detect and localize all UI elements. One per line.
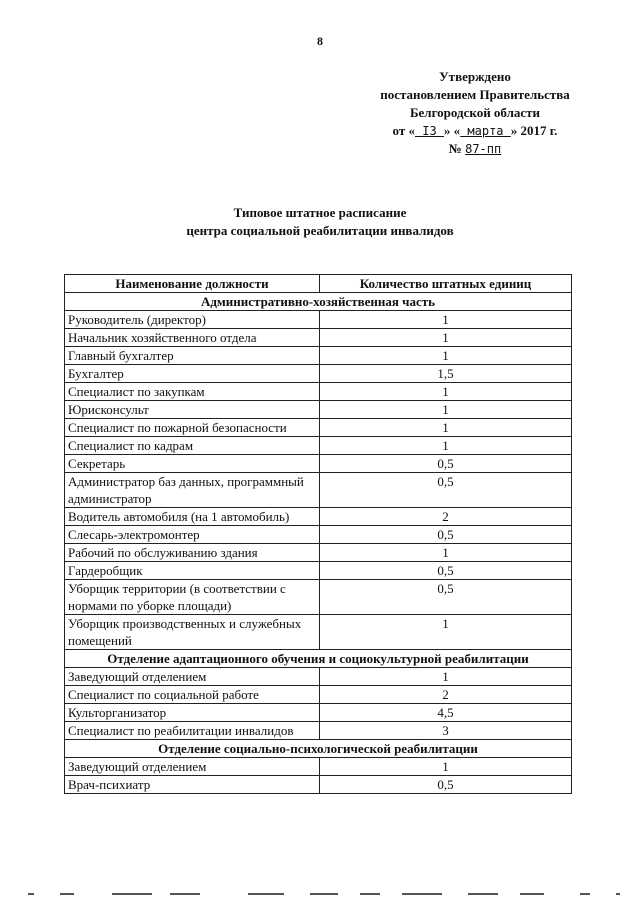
- approval-number: [330, 140, 620, 158]
- table-row: [65, 329, 572, 347]
- table-row: [65, 419, 572, 437]
- date-prefix: от «: [392, 123, 416, 138]
- staff-quantity: 0,5: [320, 455, 572, 473]
- table-row: [65, 704, 572, 722]
- position-name: Заведующий отделением: [65, 758, 320, 776]
- position-name: Уборщик производственных и служебных помещений: [65, 615, 320, 650]
- staff-quantity: 4,5: [320, 704, 572, 722]
- staff-quantity: 0,5: [320, 526, 572, 544]
- scan-artifacts: [20, 893, 620, 897]
- section-row: [65, 293, 572, 311]
- section-title: Административно-хозяйственная часть: [65, 293, 572, 311]
- page-number: 8: [317, 34, 323, 48]
- table-row: [65, 544, 572, 562]
- table-row: [65, 311, 572, 329]
- header-quantity: Количество штатных единиц: [320, 275, 572, 293]
- number-prefix: №: [448, 141, 466, 156]
- position-name: Врач-психиатр: [65, 776, 320, 794]
- section-title: Отделение социально-психологической реабилитации: [65, 740, 572, 758]
- table-row: [65, 526, 572, 544]
- staff-quantity: 1,5: [320, 365, 572, 383]
- table-row: [65, 437, 572, 455]
- staff-quantity: 1: [320, 419, 572, 437]
- position-name: Культорганизатор: [65, 704, 320, 722]
- staff-quantity: 0,5: [320, 776, 572, 794]
- staff-quantity: 0,5: [320, 473, 572, 508]
- position-name: Начальник хозяйственного отдела: [65, 329, 320, 347]
- staff-quantity: 1: [320, 401, 572, 419]
- position-name: Администратор баз данных, программный администратор: [65, 473, 320, 508]
- position-name: Специалист по кадрам: [65, 437, 320, 455]
- staff-quantity: 3: [320, 722, 572, 740]
- staff-quantity: 1: [320, 668, 572, 686]
- section-title: Отделение адаптационного обучения и социокультурной реабилитации: [65, 650, 572, 668]
- table-body: [65, 293, 572, 794]
- position-name: Бухгалтер: [65, 365, 320, 383]
- position-name: Руководитель (директор): [65, 311, 320, 329]
- date-day: I3: [415, 124, 444, 138]
- date-mid-2: » 2017 г.: [510, 123, 558, 138]
- position-name: Гардеробщик: [65, 562, 320, 580]
- approval-line-1: Утверждено: [439, 69, 511, 84]
- staff-schedule-table: [64, 274, 572, 794]
- table-row: [65, 615, 572, 650]
- header-position: Наименование должности: [65, 275, 320, 293]
- staff-quantity: 1: [320, 437, 572, 455]
- approval-date: [330, 122, 620, 140]
- staff-quantity: 1: [320, 544, 572, 562]
- position-name: Секретарь: [65, 455, 320, 473]
- table-row: [65, 722, 572, 740]
- position-name: Специалист по реабилитации инвалидов: [65, 722, 320, 740]
- approval-line-2: постановлением Правительства: [380, 87, 570, 102]
- table-row: [65, 668, 572, 686]
- staff-quantity: 1: [320, 311, 572, 329]
- staff-quantity: 0,5: [320, 562, 572, 580]
- approval-line-3: Белгородской области: [409, 105, 541, 120]
- staff-quantity: 1: [320, 383, 572, 401]
- date-month: марта: [460, 124, 511, 138]
- table-row: [65, 758, 572, 776]
- table-row: [65, 401, 572, 419]
- table-row: [65, 455, 572, 473]
- position-name: Уборщик территории (в соответствии с нормами по уборке площади): [65, 580, 320, 615]
- table-row: [65, 776, 572, 794]
- table-row: [65, 347, 572, 365]
- position-name: Водитель автомобиля (на 1 автомобиль): [65, 508, 320, 526]
- staff-quantity: 1: [320, 347, 572, 365]
- number-value: 87-пп: [465, 142, 502, 156]
- table-row: [65, 580, 572, 615]
- table-row: [65, 383, 572, 401]
- table-row: [65, 508, 572, 526]
- date-mid-1: » «: [443, 123, 461, 138]
- position-name: Слесарь-электромонтер: [65, 526, 320, 544]
- position-name: Специалист по закупкам: [65, 383, 320, 401]
- staff-quantity: 2: [320, 508, 572, 526]
- table-row: [65, 473, 572, 508]
- table-row: [65, 686, 572, 704]
- table-header-row: [65, 275, 572, 293]
- section-row: [65, 650, 572, 668]
- staff-quantity: 1: [320, 329, 572, 347]
- table-row: [65, 365, 572, 383]
- section-row: [65, 740, 572, 758]
- position-name: Юрисконсульт: [65, 401, 320, 419]
- staff-quantity: 1: [320, 758, 572, 776]
- title-line-2: центра социальной реабилитации инвалидов: [186, 223, 454, 238]
- staff-quantity: 1: [320, 615, 572, 650]
- staff-quantity: 2: [320, 686, 572, 704]
- position-name: Специалист по социальной работе: [65, 686, 320, 704]
- position-name: Рабочий по обслуживанию здания: [65, 544, 320, 562]
- title-line-1: Типовое штатное расписание: [233, 205, 407, 220]
- approval-stamp: [330, 68, 620, 158]
- position-name: Заведующий отделением: [65, 668, 320, 686]
- document-title: [0, 204, 640, 240]
- position-name: Специалист по пожарной безопасности: [65, 419, 320, 437]
- staff-quantity: 0,5: [320, 580, 572, 615]
- table-row: [65, 562, 572, 580]
- position-name: Главный бухгалтер: [65, 347, 320, 365]
